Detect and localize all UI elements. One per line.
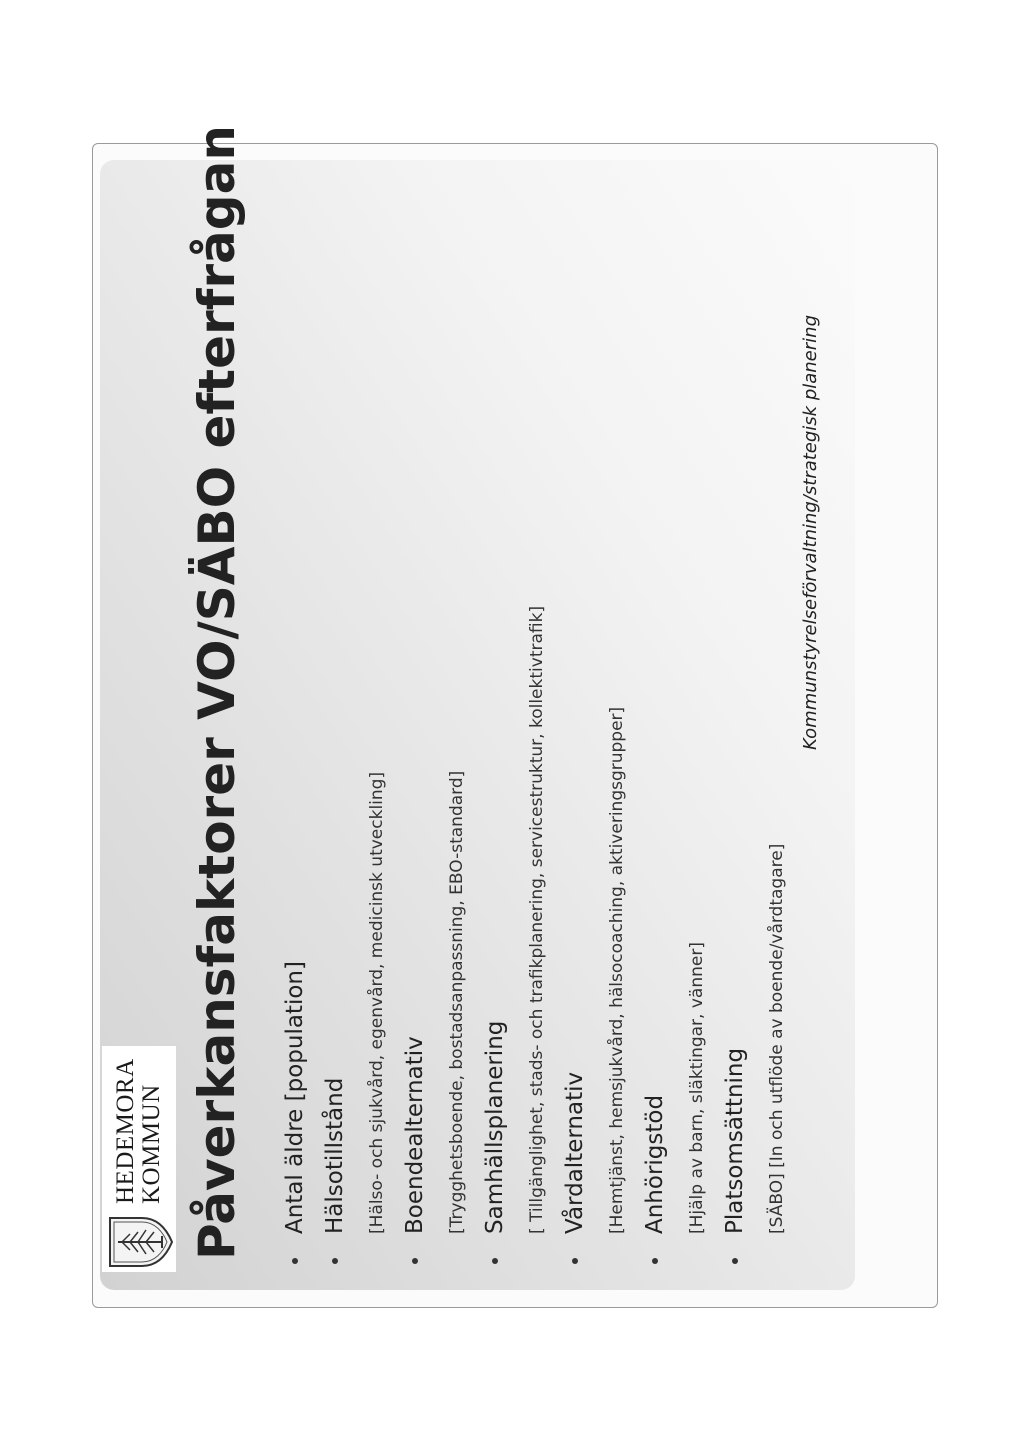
list-item-detail — [355, 606, 395, 1270]
list-item — [395, 606, 435, 1270]
logo — [102, 1046, 176, 1272]
list-item — [715, 606, 755, 1270]
list-item-detail — [515, 606, 555, 1270]
list-item — [635, 606, 675, 1270]
bullet-icon — [332, 1258, 338, 1264]
list-item-text: Platsomsättning — [722, 1047, 748, 1234]
list-item — [475, 606, 515, 1270]
list-item-text: Boendealternativ — [402, 1036, 428, 1234]
slide — [100, 125, 860, 1290]
bullet-icon — [652, 1258, 658, 1264]
list-item-text: [ Tillgänglighet, stads- och trafikplanering, servicestruktur, kollektivtrafik] — [527, 605, 547, 1234]
list-item-text: [Hjälp av barn, släktingar, vänner] — [687, 942, 707, 1234]
bullet-icon — [292, 1258, 298, 1264]
bullet-icon — [492, 1258, 498, 1264]
factor-list — [275, 606, 795, 1270]
slide-title: Påverkansfaktorer VO/SÄBO efterfrågan — [188, 125, 246, 1260]
list-item — [275, 606, 315, 1270]
bullet-icon — [732, 1258, 738, 1264]
list-item-text: [Trygghetsboende, bostadsanpassning, EBO-standard] — [447, 770, 467, 1234]
list-item-detail — [595, 606, 635, 1270]
list-item-text: Samhällsplanering — [482, 1020, 508, 1234]
list-item-text: Vårdalternativ — [562, 1071, 588, 1234]
list-item-text: Hälsotillstånd — [322, 1077, 348, 1234]
slide-footer: Kommunstyrelseförvaltning/strategisk planering — [800, 315, 821, 750]
list-item-text: [Hälso- och sjukvård, egenvård, medicinsk utveckling] — [367, 771, 387, 1234]
logo-line-1: HEDEMORA — [112, 1058, 139, 1204]
logo-line-2: KOMMUN — [138, 1084, 165, 1204]
coat-of-arms-icon — [104, 1212, 174, 1272]
logo-text — [113, 1058, 165, 1204]
list-item-detail — [435, 606, 475, 1270]
list-item-detail — [755, 606, 795, 1270]
bullet-icon — [572, 1258, 578, 1264]
list-item-detail — [675, 606, 715, 1270]
list-item — [315, 606, 355, 1270]
bullet-icon — [412, 1258, 418, 1264]
list-item-text: Anhörigstöd — [642, 1094, 668, 1234]
list-item-text: Antal äldre [population] — [282, 961, 308, 1234]
list-item — [555, 606, 595, 1270]
list-item-text: [Hemtjänst, hemsjukvård, hälsocoaching, aktiveringsgrupper] — [607, 706, 627, 1234]
list-item-text: [SÄBO] [In och utflöde av boende/vårdtagare] — [767, 843, 787, 1234]
